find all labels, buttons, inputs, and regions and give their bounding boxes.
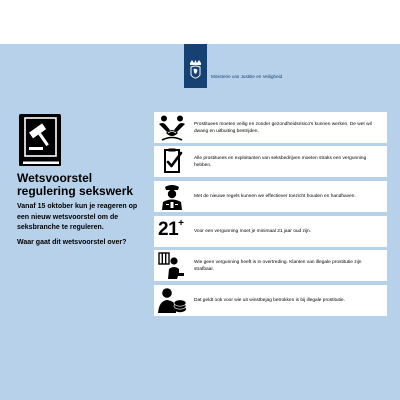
crown-lion-icon [188, 60, 203, 84]
info-row-violation [154, 250, 387, 281]
government-logo [184, 0, 384, 44]
info-row-license [154, 146, 387, 177]
handshake-icon [157, 114, 187, 141]
info-row-protection [154, 112, 387, 143]
ministry-name: Ministerie van Justitie en Veiligheid [211, 74, 283, 79]
client-money-icon [157, 287, 187, 314]
logo-ribbon-bar [184, 44, 207, 88]
info-text-protection: Prostituees moeten veilig en zonder gezondheidsrisico's kunnen werken. De wet wil dwang en uitbuiting bestrijden. [194, 121, 372, 134]
info-text-license: Alle prostituees en exploitanten van seksbedrijven moeten straks een vergunning hebben. [194, 155, 367, 168]
police-officer-icon [157, 183, 187, 210]
info-row-enforcement [154, 181, 387, 212]
age-number: 21 [158, 219, 179, 240]
info-text-violation: Wie geen vergunning heeft is in overtreding. Klanten van illegale prostitutie zijn strafbaar. [194, 259, 362, 272]
info-text-profit: Dat geldt ook voor wie uit winstbejag betrokken is bij illegale prostitutie. [194, 298, 345, 303]
info-text-age: Voor een vergunning moet je minimaal 21 jaar oud zijn. [194, 229, 312, 234]
info-row-profit [154, 285, 387, 316]
age-21-icon [158, 219, 183, 241]
title-line-1: Wetsvoorstel [17, 171, 93, 185]
info-text-enforcement: Met de nieuwe regels kunnen we effectiever toezicht houden en handhaven. [194, 194, 356, 199]
title-line-2: regulering sekswerk [17, 184, 134, 198]
law-book-gavel-icon [17, 114, 63, 166]
page-title [17, 172, 147, 198]
info-row-age [154, 216, 387, 247]
intro-text: Vanaf 15 oktober kun je reageren op een nieuw wetsvoorstel om de seksbranche te reguleren. [17, 203, 138, 231]
question-text: Waar gaat dit wetsvoorstel over? [17, 239, 127, 246]
age-plus: + [178, 218, 184, 229]
jailed-person-icon [157, 252, 187, 279]
checklist-icon [157, 148, 187, 175]
